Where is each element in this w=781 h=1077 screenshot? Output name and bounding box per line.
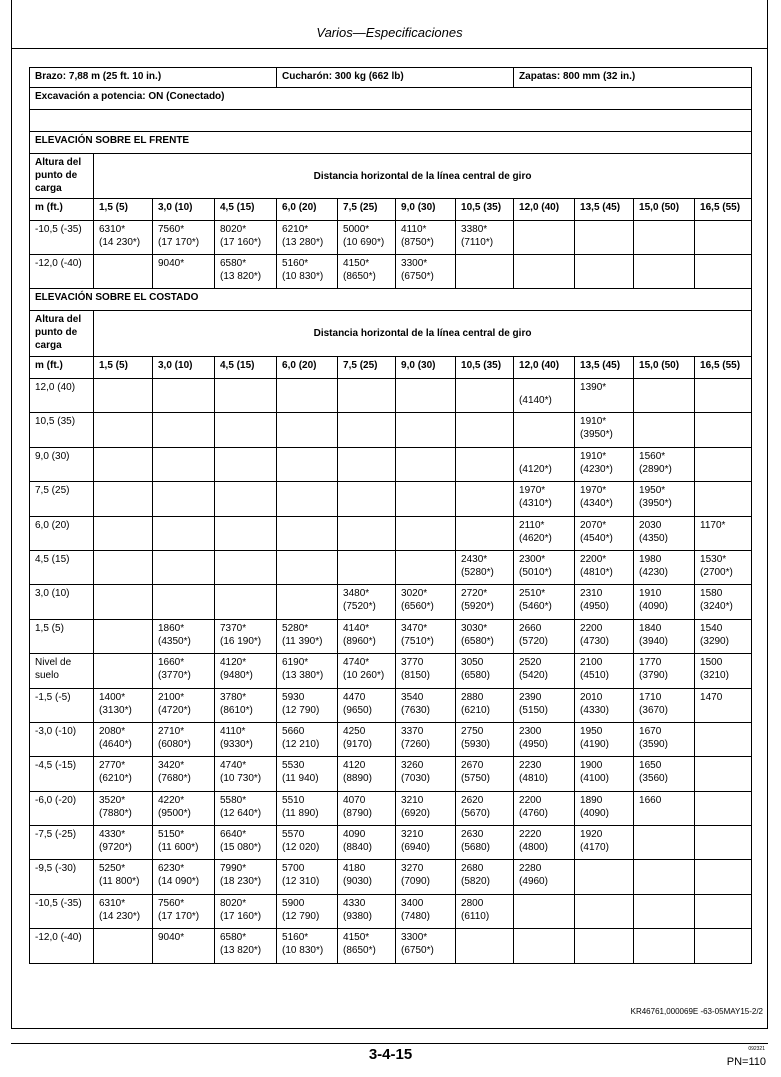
load-cell: [153, 379, 215, 413]
load-cell: [338, 413, 396, 447]
side-column-header: 6,0 (20): [277, 357, 338, 379]
row-height-cell: 12,0 (40): [30, 379, 94, 413]
load-cell: [396, 550, 456, 584]
load-cell: 2770* (6210*): [94, 757, 153, 791]
load-cell: 6310* (14 230*): [94, 221, 153, 255]
load-cell: [634, 255, 695, 289]
table-row: [30, 413, 752, 447]
table-row: [30, 894, 752, 928]
row-height-cell: Nivel de suelo: [30, 654, 94, 688]
load-cell: 3030* (6580*): [456, 619, 514, 653]
load-cell: 4120* (9480*): [215, 654, 277, 688]
load-cell: 1560* (2890*): [634, 447, 695, 481]
load-cell: 2100 (4510): [575, 654, 634, 688]
load-cell: [153, 585, 215, 619]
load-cell: 1530* (2700*): [695, 550, 752, 584]
load-cell: 2010 (4330): [575, 688, 634, 722]
load-cell: 5580* (12 640*): [215, 791, 277, 825]
load-cell: 5930 (12 790): [277, 688, 338, 722]
load-cell: [695, 894, 752, 928]
load-cell: 1950 (4190): [575, 722, 634, 756]
load-cell: 2720* (5920*): [456, 585, 514, 619]
page-number: 3-4-15: [368, 1046, 413, 1063]
load-cell: 9040*: [153, 929, 215, 963]
load-cell: 1580 (3240*): [695, 585, 752, 619]
load-cell: 3420* (7680*): [153, 757, 215, 791]
load-cell: [338, 482, 396, 516]
load-cell: 3480* (7520*): [338, 585, 396, 619]
table-row: [30, 221, 752, 255]
load-cell: 4110* (8750*): [396, 221, 456, 255]
side-column-header: 4,5 (15): [215, 357, 277, 379]
load-cell: [695, 447, 752, 481]
side-column-header: 13,5 (45): [575, 357, 634, 379]
load-cell: 5250* (11 800*): [94, 860, 153, 894]
load-cell: [634, 826, 695, 860]
load-cell: [94, 619, 153, 653]
side-column-header: 16,5 (55): [695, 357, 752, 379]
load-cell: 1400* (3130*): [94, 688, 153, 722]
print-code: 092321: [748, 1046, 765, 1052]
load-cell: 3300* (6750*): [396, 255, 456, 289]
side-column-header: 15,0 (50): [634, 357, 695, 379]
load-cell: [695, 379, 752, 413]
load-cell: 5570 (12 020): [277, 826, 338, 860]
load-cell: 2110* (4620*): [514, 516, 575, 550]
load-cell: 1920 (4170): [575, 826, 634, 860]
load-cell: [215, 550, 277, 584]
load-cell: [456, 482, 514, 516]
row-height-cell: 1,5 (5): [30, 619, 94, 653]
load-cell: [94, 482, 153, 516]
load-cell: 2300* (5010*): [514, 550, 575, 584]
load-cell: 3540 (7630): [396, 688, 456, 722]
front-column-header: 3,0 (10): [153, 199, 215, 221]
load-cell: 1660: [634, 791, 695, 825]
load-cell: 4150* (8650*): [338, 255, 396, 289]
arm-spec: Brazo: 7,88 m (25 ft. 10 in.): [30, 68, 277, 88]
load-cell: [94, 929, 153, 963]
load-cell: 1540 (3290): [695, 619, 752, 653]
load-cell: [514, 929, 575, 963]
side-column-header: 12,0 (40): [514, 357, 575, 379]
load-cell: 3050 (6580): [456, 654, 514, 688]
load-cell: 4070 (8790): [338, 791, 396, 825]
load-cell: 2670 (5750): [456, 757, 514, 791]
load-cell: 5510 (11 890): [277, 791, 338, 825]
load-cell: 4120 (8890): [338, 757, 396, 791]
load-cell: 4110* (9330*): [215, 722, 277, 756]
load-cell: 5000* (10 690*): [338, 221, 396, 255]
load-cell: [634, 221, 695, 255]
load-cell: 1670 (3590): [634, 722, 695, 756]
load-cell: 2310 (4950): [575, 585, 634, 619]
load-cell: [695, 255, 752, 289]
front-section-row: [30, 132, 752, 154]
power-dig-spec: Excavación a potencia: ON (Conectado): [30, 88, 752, 110]
load-cell: 3770 (8150): [396, 654, 456, 688]
load-cell: 7560* (17 170*): [153, 221, 215, 255]
load-cell: [634, 413, 695, 447]
load-cell: [634, 929, 695, 963]
load-cell: [396, 516, 456, 550]
front-column-header: m (ft.): [30, 199, 94, 221]
load-cell: 4220* (9500*): [153, 791, 215, 825]
load-cell: 1900 (4100): [575, 757, 634, 791]
load-cell: [338, 516, 396, 550]
row-height-cell: -4,5 (-15): [30, 757, 94, 791]
load-cell: [695, 722, 752, 756]
spec-row: [30, 68, 752, 88]
load-cell: 2200* (4810*): [575, 550, 634, 584]
load-cell: [634, 894, 695, 928]
load-cell: 1770 (3790): [634, 654, 695, 688]
load-cell: 2620 (5670): [456, 791, 514, 825]
front-column-header: 4,5 (15): [215, 199, 277, 221]
front-column-header: 10,5 (35): [456, 199, 514, 221]
load-cell: [153, 447, 215, 481]
load-cell: [215, 413, 277, 447]
front-column-header: 9,0 (30): [396, 199, 456, 221]
load-cell: [695, 860, 752, 894]
load-cell: [456, 929, 514, 963]
load-cell: [695, 221, 752, 255]
load-cell: 5160* (10 830*): [277, 929, 338, 963]
load-cell: [575, 929, 634, 963]
load-cell: 4140* (8960*): [338, 619, 396, 653]
load-cell: 4330* (9720*): [94, 826, 153, 860]
load-cell: [94, 585, 153, 619]
load-cell: 2220 (4800): [514, 826, 575, 860]
load-cell: 6210* (13 280*): [277, 221, 338, 255]
table-row: [30, 722, 752, 756]
load-cell: 5900 (12 790): [277, 894, 338, 928]
table-row: [30, 654, 752, 688]
load-cell: 3260 (7030): [396, 757, 456, 791]
load-cell: 4740* (10 260*): [338, 654, 396, 688]
front-section-title: ELEVACIÓN SOBRE EL FRENTE: [30, 132, 752, 154]
load-cell: [94, 516, 153, 550]
load-cell: 4180 (9030): [338, 860, 396, 894]
load-cell: 7990* (18 230*): [215, 860, 277, 894]
table-row: [30, 447, 752, 481]
load-cell: 1980 (4230): [634, 550, 695, 584]
row-height-cell: 6,0 (20): [30, 516, 94, 550]
load-cell: [514, 221, 575, 255]
front-header-row: [30, 154, 752, 199]
load-cell: [634, 379, 695, 413]
load-cell: 2630 (5680): [456, 826, 514, 860]
load-cell: [456, 255, 514, 289]
load-cell: [695, 929, 752, 963]
load-cell: 2230 (4810): [514, 757, 575, 791]
load-cell: 1910* (3950*): [575, 413, 634, 447]
load-cell: 2800 (6110): [456, 894, 514, 928]
load-cell: 2880 (6210): [456, 688, 514, 722]
row-height-cell: -10,5 (-35): [30, 894, 94, 928]
load-cell: 5150* (11 600*): [153, 826, 215, 860]
bucket-spec: Cucharón: 300 kg (662 lb): [277, 68, 514, 88]
table-row: [30, 757, 752, 791]
load-cell: [456, 379, 514, 413]
load-cell: 1860* (4350*): [153, 619, 215, 653]
front-height-label: Altura del punto de carga: [30, 154, 94, 199]
side-column-header: 9,0 (30): [396, 357, 456, 379]
side-column-header-row: [30, 357, 752, 379]
load-cell: 3470* (7510*): [396, 619, 456, 653]
load-cell: 6310* (14 230*): [94, 894, 153, 928]
row-height-cell: -12,0 (-40): [30, 255, 94, 289]
load-cell: 6190* (13 380*): [277, 654, 338, 688]
load-cell: 1390*: [575, 379, 634, 413]
load-cell: 3270 (7090): [396, 860, 456, 894]
load-cell: 2520 (5420): [514, 654, 575, 688]
load-cell: 2510* (5460*): [514, 585, 575, 619]
row-height-cell: 10,5 (35): [30, 413, 94, 447]
load-cell: 3210 (6940): [396, 826, 456, 860]
front-column-header: 1,5 (5): [94, 199, 153, 221]
load-cell: 3300* (6750*): [396, 929, 456, 963]
load-cell: 3210 (6920): [396, 791, 456, 825]
load-cell: 1890 (4090): [575, 791, 634, 825]
load-cell: 2710* (6080*): [153, 722, 215, 756]
load-cell: [514, 255, 575, 289]
load-cell: 1910* (4230*): [575, 447, 634, 481]
footer-divider: [11, 1043, 768, 1044]
table-row: [30, 585, 752, 619]
load-cell: [514, 413, 575, 447]
load-cell: [514, 894, 575, 928]
front-column-header: 7,5 (25): [338, 199, 396, 221]
load-cell: 2660 (5720): [514, 619, 575, 653]
load-cell: 3780* (8610*): [215, 688, 277, 722]
load-cell: 1970* (4340*): [575, 482, 634, 516]
load-cell: [215, 585, 277, 619]
load-cell: [575, 894, 634, 928]
load-cell: [277, 585, 338, 619]
row-height-cell: -7,5 (-25): [30, 826, 94, 860]
load-cell: 1950* (3950*): [634, 482, 695, 516]
load-cell: 2100* (4720*): [153, 688, 215, 722]
pn-number: PN=110: [726, 1056, 766, 1068]
load-cell: [277, 447, 338, 481]
load-cell: 1470: [695, 688, 752, 722]
table-row: [30, 516, 752, 550]
load-cell: 5160* (10 830*): [277, 255, 338, 289]
side-column-header: 7,5 (25): [338, 357, 396, 379]
side-column-header: 1,5 (5): [94, 357, 153, 379]
load-cell: 6230* (14 090*): [153, 860, 215, 894]
header-divider: [11, 48, 768, 49]
track-shoe-spec: Zapatas: 800 mm (32 in.): [514, 68, 752, 88]
load-cell: 8020* (17 160*): [215, 894, 277, 928]
load-cell: 2390 (5150): [514, 688, 575, 722]
side-section-row: [30, 289, 752, 311]
load-cell: [277, 413, 338, 447]
load-cell: 2200 (4760): [514, 791, 575, 825]
load-cell: 3400 (7480): [396, 894, 456, 928]
load-cell: 1910 (4090): [634, 585, 695, 619]
load-cell: [215, 447, 277, 481]
table-row: [30, 255, 752, 289]
load-cell: [277, 550, 338, 584]
table-row: [30, 379, 752, 413]
row-height-cell: -12,0 (-40): [30, 929, 94, 963]
load-cell: [277, 482, 338, 516]
load-cell: 9040*: [153, 255, 215, 289]
load-cell: 5280* (11 390*): [277, 619, 338, 653]
load-cell: [94, 654, 153, 688]
load-cell: 3380* (7110*): [456, 221, 514, 255]
load-cell: [277, 516, 338, 550]
row-height-cell: -6,0 (-20): [30, 791, 94, 825]
load-cell: [396, 447, 456, 481]
row-height-cell: -3,0 (-10): [30, 722, 94, 756]
load-cell: [215, 379, 277, 413]
load-cell: 1970* (4310*): [514, 482, 575, 516]
load-cell: 6580* (13 820*): [215, 929, 277, 963]
load-cell: 2680 (5820): [456, 860, 514, 894]
load-cell: 3020* (6560*): [396, 585, 456, 619]
side-header-row: [30, 311, 752, 357]
load-cell: [396, 379, 456, 413]
side-column-header: 10,5 (35): [456, 357, 514, 379]
load-cell: 2300 (4950): [514, 722, 575, 756]
row-height-cell: -9,5 (-30): [30, 860, 94, 894]
load-cell: [94, 413, 153, 447]
table-row: [30, 860, 752, 894]
load-cell: 2080* (4640*): [94, 722, 153, 756]
load-cell: [215, 516, 277, 550]
side-height-label: Altura del punto de carga: [30, 311, 94, 357]
load-cell: 2200 (4730): [575, 619, 634, 653]
load-cell: [695, 757, 752, 791]
document-reference: KR46761,000069E -63-05MAY15-2/2: [630, 1007, 763, 1016]
load-cell: [575, 255, 634, 289]
specification-table: [29, 67, 752, 964]
load-cell: [338, 379, 396, 413]
load-cell: [695, 413, 752, 447]
load-cell: [456, 413, 514, 447]
load-cell: [338, 550, 396, 584]
load-cell: [575, 221, 634, 255]
load-cell: [396, 482, 456, 516]
load-cell: 7560* (17 170*): [153, 894, 215, 928]
load-cell: (4120*): [514, 447, 575, 481]
load-cell: [695, 791, 752, 825]
side-distance-label: Distancia horizontal de la línea central de giro: [94, 311, 752, 357]
load-cell: [153, 550, 215, 584]
load-cell: 2280 (4960): [514, 860, 575, 894]
table-row: [30, 550, 752, 584]
load-cell: 1170*: [695, 516, 752, 550]
load-cell: (4140*): [514, 379, 575, 413]
front-column-header: 6,0 (20): [277, 199, 338, 221]
load-cell: 1840 (3940): [634, 619, 695, 653]
front-column-header-row: [30, 199, 752, 221]
front-column-header: 12,0 (40): [514, 199, 575, 221]
load-cell: 4150* (8650*): [338, 929, 396, 963]
side-column-header: m (ft.): [30, 357, 94, 379]
load-cell: [215, 482, 277, 516]
load-cell: [153, 482, 215, 516]
load-cell: 7370* (16 190*): [215, 619, 277, 653]
load-cell: 5700 (12 310): [277, 860, 338, 894]
load-cell: 4740* (10 730*): [215, 757, 277, 791]
load-cell: 2430* (5280*): [456, 550, 514, 584]
front-column-header: 15,0 (50): [634, 199, 695, 221]
load-cell: [575, 860, 634, 894]
side-column-header: 3,0 (10): [153, 357, 215, 379]
load-cell: 3520* (7880*): [94, 791, 153, 825]
load-cell: 2030 (4350): [634, 516, 695, 550]
load-cell: 4470 (9650): [338, 688, 396, 722]
load-cell: 8020* (17 160*): [215, 221, 277, 255]
table-row: [30, 688, 752, 722]
load-cell: [338, 447, 396, 481]
front-column-header: 16,5 (55): [695, 199, 752, 221]
load-cell: [695, 826, 752, 860]
power-dig-row: [30, 88, 752, 110]
header-title: Varios—Especificaciones: [316, 25, 463, 40]
load-cell: [277, 379, 338, 413]
load-cell: [396, 413, 456, 447]
row-height-cell: -10,5 (-35): [30, 221, 94, 255]
load-cell: [634, 860, 695, 894]
row-height-cell: 9,0 (30): [30, 447, 94, 481]
side-section-title: ELEVACIÓN SOBRE EL COSTADO: [30, 289, 752, 311]
load-cell: [695, 482, 752, 516]
load-cell: [94, 379, 153, 413]
load-cell: 5660 (12 210): [277, 722, 338, 756]
load-cell: 1660* (3770*): [153, 654, 215, 688]
row-height-cell: 4,5 (15): [30, 550, 94, 584]
load-cell: 2750 (5930): [456, 722, 514, 756]
load-cell: 3370 (7260): [396, 722, 456, 756]
load-cell: 4330 (9380): [338, 894, 396, 928]
front-distance-label: Distancia horizontal de la línea central de giro: [94, 154, 752, 199]
blank-cell: [30, 110, 752, 132]
load-cell: 1710 (3670): [634, 688, 695, 722]
load-cell: [94, 447, 153, 481]
load-cell: 5530 (11 940): [277, 757, 338, 791]
load-cell: 1500 (3210): [695, 654, 752, 688]
table-row: [30, 826, 752, 860]
load-cell: 6640* (15 080*): [215, 826, 277, 860]
load-cell: 2070* (4540*): [575, 516, 634, 550]
row-height-cell: 3,0 (10): [30, 585, 94, 619]
row-height-cell: -1,5 (-5): [30, 688, 94, 722]
load-cell: [456, 516, 514, 550]
load-cell: [153, 516, 215, 550]
load-cell: 4250 (9170): [338, 722, 396, 756]
load-cell: [456, 447, 514, 481]
load-cell: 4090 (8840): [338, 826, 396, 860]
row-height-cell: 7,5 (25): [30, 482, 94, 516]
table-row: [30, 482, 752, 516]
load-cell: [153, 413, 215, 447]
blank-row: [30, 110, 752, 132]
table-row: [30, 929, 752, 963]
load-cell: 6580* (13 820*): [215, 255, 277, 289]
load-cell: [94, 255, 153, 289]
load-cell: [94, 550, 153, 584]
load-cell: 1650 (3560): [634, 757, 695, 791]
front-column-header: 13,5 (45): [575, 199, 634, 221]
table-row: [30, 791, 752, 825]
table-row: [30, 619, 752, 653]
